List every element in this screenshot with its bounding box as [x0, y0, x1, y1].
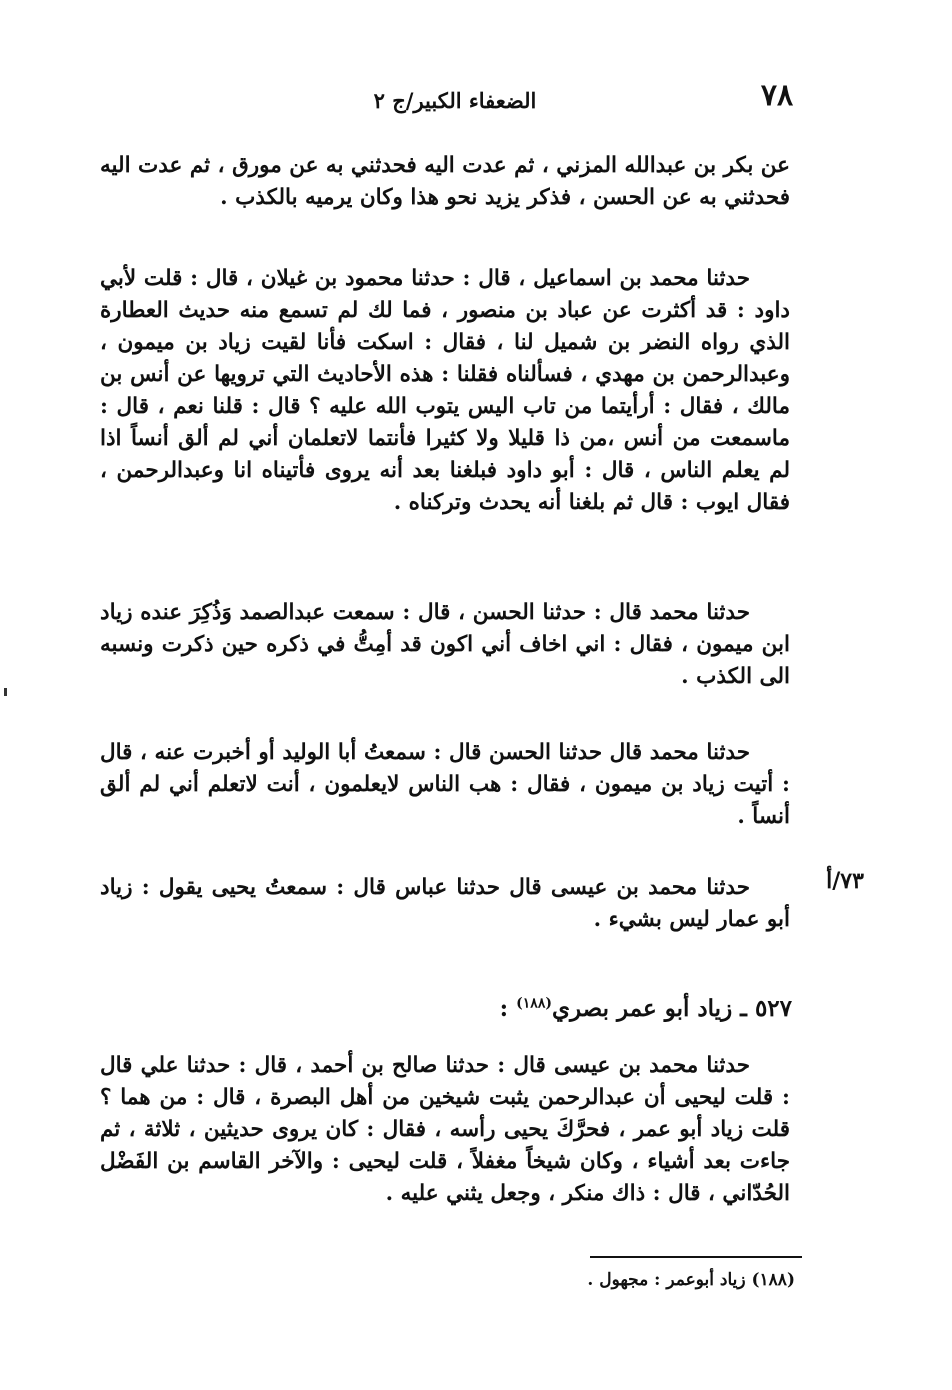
- entry-body: حدثنا محمد بن عيسى قال : حدثنا صالح بن أحمد ، قال : حدثنا علي قال : قلت ليحيى أن عبدالرحمن يثبت شيخين من أهل البصرة ، قال : من هما ؟ قلت زياد أبو عمر ، فحرَّكَ يحيى رأسه ، فقال : كان يروى حديثين ، ثلاثة ، ثم جاءت بعد أشياء ، وكان شيخاً مغفلاً ، قلت ليحيى : والآخر القاسم بن الفَضْل الحُدّاني ، قال : ذاك منكر ، وجعل يثني عليه .: [100, 1053, 790, 1206]
- paragraph-continuation: عن بكر بن عبدالله المزني ، ثم عدت اليه فحدثني به عن مورق ، ثم عدت اليه فحدثني به عن الحسن ، فذكر يزيد نحو هذا وكان يرميه بالكذب .: [100, 153, 790, 210]
- entry-title: ٥٢٧ ـ زياد أبو عمر بصري: [551, 995, 792, 1022]
- footnote: (١٨٨) زياد أبوعمر : مجهول .: [587, 1270, 795, 1290]
- running-head: الضعفاء الكبير/ج ٢: [373, 88, 537, 113]
- entry-heading: [430, 995, 792, 1022]
- paragraph-narration-3: حدثنا محمد قال حدثنا الحسن قال : سمعتُ أبا الوليد أو أخبرت عنه ، قال : أتيت زياد بن ميمون ، فقال : هب الناس لايعلمون ، أنت لاتعلم أني لم ألق أنساً .: [100, 740, 790, 829]
- entry-heading-suffix: :: [499, 995, 517, 1022]
- manuscript-folio-reference: ٧٣/أ: [826, 868, 864, 894]
- footnote-marker: (١٨٨): [516, 995, 552, 1012]
- scan-edge-mark: [4, 688, 7, 696]
- paragraph-narration-4: حدثنا محمد بن عيسى قال حدثنا عباس قال : سمعتُ يحيى يقول : زياد أبو عمار ليس بشيء .: [100, 875, 790, 932]
- paragraph-narration-2: حدثنا محمد قال : حدثنا الحسن ، قال : سمعت عبدالصمد وَذُكِرَ عنده زياد ابن ميمون ، فقال : اني اخاف أني اكون قد أمِتُّ في ذكره حين ذكرت ونسبه الى الكذب .: [100, 600, 790, 689]
- paragraph-narration-1: حدثنا محمد بن اسماعيل ، قال : حدثنا محمود بن غيلان ، قال : قلت لأبي داود : قد أكثرت عن عباد بن منصور ، فما لك لم تسمع منه حديث العطارة الذي رواه النضر بن شميل لنا ، فقال : اسكت فأنا لقيت زياد بن ميمون ، وعبدالرحمن بن مهدي ، فسألناه فقلنا : هذه الأحاديث التي ترويها عن أنس بن مالك ، فقال : أرأيتما من تاب اليس يتوب الله عليه ؟ قال : قلنا نعم ، قال : ماسمعت من أنس ،من ذا قليلا ولا كثيرا فأنتما لاتعلمان أني لم ألق أنساً اذا لم يعلم الناس ، قال : أبو داود فبلغنا بعد أنه يروى فأتيناه انا وعبدالرحمن ، فقال ايوب : قال ثم بلغنا أنه يحدث وتركناه .: [100, 266, 790, 515]
- page-number: ٧٨: [760, 78, 794, 113]
- footnote-divider: [590, 1256, 802, 1258]
